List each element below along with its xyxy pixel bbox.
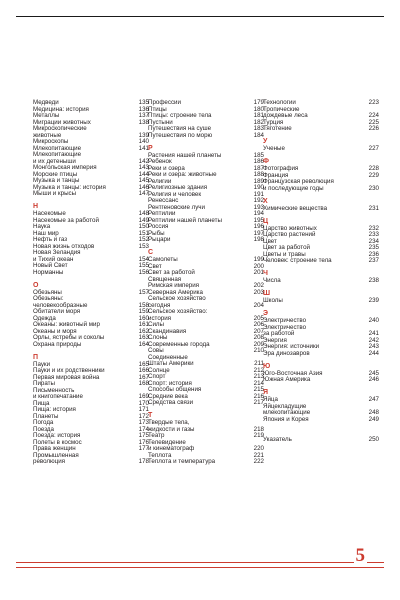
entry-page-number: 231 [368, 204, 379, 212]
index-entry [148, 237, 264, 244]
index-entry [263, 377, 379, 384]
entry-topic: Реки и озера: животные [148, 171, 217, 178]
entry-topic: Миграции животных [33, 118, 91, 126]
entry-topic: Царство животных [263, 224, 317, 232]
index-entry [33, 453, 149, 466]
entry-page-number: 215 [253, 386, 264, 393]
index-entry [263, 298, 379, 305]
entry-topic: Ученые [263, 145, 285, 152]
entry-topic: Цветы и травы [263, 250, 306, 258]
entry-page-number: 162 [138, 327, 149, 335]
entry-page-number: 140 [138, 138, 149, 145]
entry-topic: Числа [263, 277, 281, 284]
entry-page-number: 235 [368, 244, 379, 251]
entry-page-number: 186 [253, 158, 264, 165]
entry-page-number: 205 [253, 314, 264, 322]
entry-topic: Медведи [33, 99, 59, 106]
entry-page-number: 248 [368, 409, 379, 416]
entry-topic: Царство растений [263, 231, 316, 238]
entry-page-number: 222 [253, 458, 264, 465]
entry-page-number: 207 [253, 327, 264, 335]
entry-topic: Ребенок [148, 158, 172, 165]
entry-page-number: 156 [138, 268, 149, 276]
entry-topic: Микроскопические животные [33, 125, 87, 139]
entry-topic: Свет за работой [148, 269, 195, 276]
entry-page-number: 233 [368, 231, 379, 238]
entry-topic: Южная Америка [263, 376, 311, 383]
entry-topic: Нефть и газ [33, 236, 68, 243]
entry-page-number: 163 [138, 334, 149, 341]
entry-page-number: 157 [138, 288, 149, 296]
entry-page-number: 178 [138, 458, 149, 465]
entry-page-number: 171 [138, 406, 149, 413]
index-entry [148, 133, 264, 140]
entry-page-number: 180 [253, 105, 264, 113]
index-entry [263, 206, 379, 213]
entry-topic: Планеты [33, 412, 59, 420]
entry-topic: Промышленная революция [33, 451, 79, 465]
entry-topic: Полеты в космос [33, 438, 82, 446]
entry-page-number: 246 [368, 376, 379, 383]
entry-page-number: 214 [253, 379, 264, 387]
entry-page-number: 161 [138, 321, 149, 328]
entry-page-number: 224 [368, 112, 379, 119]
entry-topic: Поезда [33, 425, 54, 433]
index-entry [148, 420, 264, 433]
section-letter: Ч [263, 270, 268, 277]
entry-page-number: 153 [138, 242, 149, 250]
entry-page-number: 234 [368, 237, 379, 245]
top-border-line [16, 16, 384, 17]
entry-topic: Обитатели моря [33, 308, 81, 315]
entry-page-number: 247 [368, 396, 379, 403]
entry-page-number: 141 [138, 144, 149, 152]
entry-page-number: 226 [368, 125, 379, 132]
entry-page-number: 182 [253, 118, 264, 126]
entry-page-number: 209 [253, 340, 264, 348]
section-letter: О [33, 281, 39, 289]
entry-topic: Силы [148, 321, 164, 328]
entry-page-number: 152 [138, 236, 149, 243]
entry-topic: Путешествия на суше [148, 125, 212, 132]
entry-topic: Эра динозавров [263, 349, 310, 357]
entry-page-number: 174 [138, 425, 149, 433]
entry-topic: Путешествия по морю [148, 131, 213, 139]
entry-topic: Металлы [33, 112, 60, 119]
entry-topic: Франция [263, 171, 289, 179]
entry-topic: Ренессанс [148, 197, 179, 204]
entry-topic: Химические вещества [263, 204, 328, 212]
entry-topic: Рыбы [148, 229, 165, 237]
entry-page-number: 155 [138, 262, 149, 269]
entry-page-number: 145 [138, 177, 149, 184]
entry-topic: Религиозные здания [148, 184, 208, 191]
entry-topic: Священная Римская империя [148, 275, 200, 289]
entry-page-number: 138 [138, 118, 149, 126]
entry-page-number: 220 [253, 445, 264, 452]
entry-topic: Театр [148, 432, 165, 439]
entry-page-number: 241 [368, 330, 379, 337]
entry-topic: Современные города [148, 340, 210, 348]
entry-page-number: 198 [253, 236, 264, 243]
section-letter: Ю [263, 362, 271, 370]
entry-page-number: 149 [138, 216, 149, 224]
entry-topic: Птицы: строение тела [148, 112, 212, 119]
index-entry [263, 126, 379, 133]
entry-topic: Рептилии нашей планеты [148, 216, 222, 224]
section-letter: Ц [263, 217, 269, 225]
entry-page-number: 239 [368, 297, 379, 304]
index-entry [148, 309, 264, 322]
entry-topic: Скандинавия [148, 327, 187, 335]
entry-page-number: 143 [138, 164, 149, 171]
entry-topic: Рыцари [148, 236, 171, 243]
entry-topic: Слоны [148, 334, 168, 341]
entry-page-number: 201 [253, 269, 264, 276]
entry-topic: Норманны [33, 268, 64, 276]
index-entry [263, 351, 379, 358]
entry-topic: Способы общения [148, 386, 202, 393]
page-number: 5 [355, 545, 365, 566]
entry-topic: Французская революция и последующие годы [263, 178, 334, 192]
entry-topic: Россия [148, 223, 169, 230]
entry-topic: Музыка и танцы: история [33, 183, 106, 191]
index-column-3 [263, 100, 379, 443]
entry-page-number: 142 [138, 157, 149, 165]
entry-page-number: 166 [138, 367, 149, 374]
entry-page-number: 245 [368, 369, 379, 377]
entry-page-number: 204 [253, 301, 264, 309]
entry-page-number: 206 [253, 321, 264, 328]
entry-page-number: 219 [253, 432, 264, 439]
index-entry [263, 258, 379, 265]
entry-topic: Насекомые [33, 210, 66, 217]
entry-topic: Музыка и танцы [33, 177, 80, 184]
entry-topic: Теплота [148, 451, 172, 459]
entry-page-number: 225 [368, 118, 379, 126]
entry-topic: Морские птицы [33, 170, 78, 178]
entry-page-number: 249 [368, 415, 379, 423]
entry-page-number: 144 [138, 170, 149, 178]
entry-page-number: 221 [253, 451, 264, 459]
index-entry [148, 400, 264, 407]
entry-topic: Новая Зеландия и Тихий океан [33, 249, 81, 263]
index-entry [263, 146, 379, 153]
entry-page-number: 188 [253, 171, 264, 178]
entry-page-number: 165 [138, 360, 149, 368]
entry-page-number: 185 [253, 151, 264, 159]
entry-topic: Совы [148, 347, 164, 354]
entry-page-number: 169 [138, 393, 149, 400]
entry-topic: Средние века [148, 392, 188, 400]
index-entry [263, 437, 379, 444]
entry-topic: Сельское хозяйство сегодня [148, 295, 206, 309]
section-letter: Ф [263, 158, 269, 165]
section-letter: Р [148, 144, 153, 152]
entry-topic: Религия и человек [148, 190, 202, 198]
entry-topic: Северная Америка [148, 288, 203, 296]
entry-page-number: 216 [253, 392, 264, 400]
entry-topic: Пауки и их родственники [33, 367, 105, 374]
entry-topic: Океаны: животный мир [33, 321, 100, 328]
entry-page-number: 170 [138, 399, 149, 407]
entry-page-number: 158 [138, 301, 149, 309]
entry-page-number: 223 [368, 99, 379, 106]
entry-topic: Теплота и температура [148, 458, 216, 465]
entry-page-number: 139 [138, 131, 149, 139]
entry-page-number: 190 [253, 184, 264, 191]
index-entry [263, 278, 379, 285]
entry-topic: Права женщин [33, 445, 76, 452]
entry-topic: Телевидение и кинематограф [148, 438, 195, 452]
entry-page-number: 189 [253, 177, 264, 185]
entry-page-number: 159 [138, 308, 149, 315]
entry-topic: Тяготение [263, 125, 292, 132]
bottom-rule-lower [16, 567, 384, 568]
entry-page-number: 195 [253, 216, 264, 224]
entry-topic: Религии [148, 177, 172, 185]
entry-page-number: 200 [253, 262, 264, 270]
index-entry [33, 270, 149, 277]
entry-page-number: 177 [138, 445, 149, 452]
entry-topic: Млекопитающие и их детеныши [33, 151, 82, 165]
index-entry [263, 179, 379, 192]
entry-topic: Соединенные Штаты Америки [148, 353, 194, 367]
entry-topic: Технологии [263, 99, 296, 106]
entry-page-number: 238 [368, 277, 379, 284]
entry-page-number: 136 [138, 105, 149, 113]
entry-page-number: 191 [253, 190, 264, 198]
entry-page-number: 229 [368, 171, 379, 179]
entry-page-number: 151 [138, 229, 149, 237]
entry-page-number: 135 [138, 99, 149, 106]
entry-topic: Пауки [33, 360, 51, 368]
section-letter: Н [33, 203, 39, 210]
entry-topic: Энергия [263, 336, 287, 344]
entry-topic: Твердые тела, жидкости и газы [148, 419, 195, 433]
index-entry [33, 191, 149, 198]
entry-topic: Средства связи [148, 399, 194, 406]
entry-page-number: 193 [253, 203, 264, 211]
index-column-1 [33, 100, 149, 466]
index-entry [33, 388, 149, 401]
entry-topic: Фотография [263, 165, 299, 172]
entry-page-number: 213 [253, 373, 264, 380]
entry-topic: Яйцекладущие млекопитающие [263, 402, 311, 416]
entry-topic: Птицы [148, 105, 167, 113]
entry-topic: Турция [263, 118, 284, 126]
entry-page-number: 197 [253, 229, 264, 237]
entry-topic: Наш мир [33, 229, 59, 237]
entry-topic: Монгольская империя [33, 164, 97, 171]
entry-page-number: 160 [138, 314, 149, 322]
index-entry [33, 342, 149, 349]
entry-page-number: 208 [253, 334, 264, 341]
entry-page-number: 240 [368, 317, 379, 324]
entry-topic: Пираты [33, 380, 55, 387]
section-letter: У [263, 138, 268, 145]
entry-topic: Указатель [263, 435, 292, 443]
entry-topic: Цвет за работой [263, 244, 310, 251]
entry-topic: Тропические дождевые леса [263, 105, 308, 119]
entry-page-number: 167 [138, 373, 149, 381]
entry-topic: Новая жизнь отходов [33, 242, 95, 250]
entry-page-number: 212 [253, 366, 264, 374]
entry-page-number: 173 [138, 419, 149, 426]
entry-topic: Мыши и крысы [33, 190, 77, 197]
index-entry [263, 417, 379, 424]
section-letter: Я [263, 389, 269, 396]
entry-topic: Юго-Восточная Азия [263, 369, 323, 377]
entry-page-number: 183 [253, 125, 264, 132]
entry-topic: Пища: история [33, 406, 76, 413]
entry-topic: Письменность и книгопечатание [33, 386, 83, 400]
entry-page-number: 194 [253, 210, 264, 217]
entry-page-number: 227 [368, 145, 379, 152]
entry-topic: Школы [263, 297, 283, 304]
entry-page-number: 187 [253, 164, 264, 172]
entry-topic: Цвет [263, 237, 277, 245]
entry-page-number: 179 [253, 99, 264, 106]
section-letter: Т [148, 412, 153, 419]
entry-topic: Яйца [263, 396, 278, 403]
entry-page-number: 192 [253, 197, 264, 204]
entry-page-number: 237 [368, 257, 379, 264]
entry-topic: Поезда: история [33, 432, 81, 439]
entry-page-number: 137 [138, 112, 149, 119]
entry-topic: Наука [33, 223, 51, 230]
entry-topic: Растения нашей планеты [148, 151, 222, 159]
entry-topic: Первая мировая война [33, 373, 100, 381]
section-letter: П [33, 353, 39, 361]
entry-topic: Энергия: источники [263, 343, 320, 350]
entry-topic: Рентгеновские лучи [148, 203, 205, 211]
entry-topic: Пустыни [148, 118, 173, 126]
entry-page-number: 242 [368, 336, 379, 344]
entry-topic: Электричество [263, 317, 307, 324]
entry-page-number: 150 [138, 223, 149, 230]
entry-topic: Рептилии [148, 210, 176, 217]
entry-page-number: 181 [253, 112, 264, 119]
entry-topic: Погода [33, 419, 54, 426]
entry-page-number: 154 [138, 255, 149, 263]
entry-page-number: 147 [138, 190, 149, 197]
entry-topic: Насекомые за работой [33, 216, 99, 224]
entry-topic: Спорт: история [148, 379, 192, 387]
entry-page-number: 217 [253, 399, 264, 406]
section-letter: С [148, 249, 154, 256]
entry-page-number: 164 [138, 340, 149, 348]
index-entry [148, 459, 264, 466]
index-column-2 [148, 100, 264, 466]
section-letter: Ш [263, 290, 271, 297]
entry-topic: Спорт [148, 373, 166, 380]
entry-page-number: 244 [368, 349, 379, 357]
entry-topic: Солнце [148, 366, 170, 374]
entry-topic: Млекопитающие [33, 144, 82, 152]
entry-page-number: 228 [368, 165, 379, 172]
entry-topic: Самолеты [148, 256, 178, 263]
entry-page-number: 196 [253, 223, 264, 230]
entry-topic: Сельское хозяйство: история [148, 308, 208, 322]
entry-topic: Реки и озера [148, 164, 185, 172]
entry-topic: Орлы, ястребы и соколы [33, 334, 105, 341]
entry-page-number: 250 [368, 435, 379, 443]
entry-page-number: 218 [253, 425, 264, 433]
entry-page-number: 236 [368, 250, 379, 258]
entry-topic: Япония и Корея [263, 415, 309, 423]
entry-topic: Электричество за работой [263, 323, 307, 337]
entry-page-number: 146 [138, 183, 149, 191]
entry-topic: Профессии [148, 99, 181, 106]
entry-topic: Свет [148, 262, 162, 270]
entry-page-number: 232 [368, 224, 379, 232]
entry-topic: Медицина: история [33, 105, 89, 113]
entry-topic: Океаны и моря [33, 327, 77, 335]
entry-topic: Обезьяны: человекообразные [33, 295, 88, 309]
entry-page-number: 203 [253, 288, 264, 296]
entry-page-number: 199 [253, 256, 264, 263]
entry-page-number: 172 [138, 412, 149, 420]
entry-topic: Человек: строение тела [263, 257, 332, 264]
entry-page-number: 243 [368, 343, 379, 350]
bottom-rule-upper [16, 562, 384, 563]
section-letter: Х [263, 197, 268, 205]
entry-topic: Охрана природы [33, 340, 82, 348]
entry-page-number: 211 [254, 360, 264, 367]
entry-page-number: 184 [253, 131, 264, 139]
entry-topic: Микроскопы [33, 138, 69, 145]
entry-page-number: 175 [138, 432, 149, 439]
entry-page-number: 176 [138, 438, 149, 446]
section-letter: Э [263, 310, 268, 317]
entry-page-number: 168 [138, 380, 149, 387]
entry-page-number: 202 [253, 282, 264, 289]
entry-page-number: 210 [253, 347, 264, 354]
entry-topic: Обезьяны [33, 288, 62, 296]
entry-page-number: 148 [138, 210, 149, 217]
entry-page-number: 230 [368, 184, 379, 192]
entry-topic: Одежда [33, 314, 56, 322]
entry-topic: Новый Свет [33, 262, 68, 269]
entry-topic: Пища [33, 399, 50, 407]
